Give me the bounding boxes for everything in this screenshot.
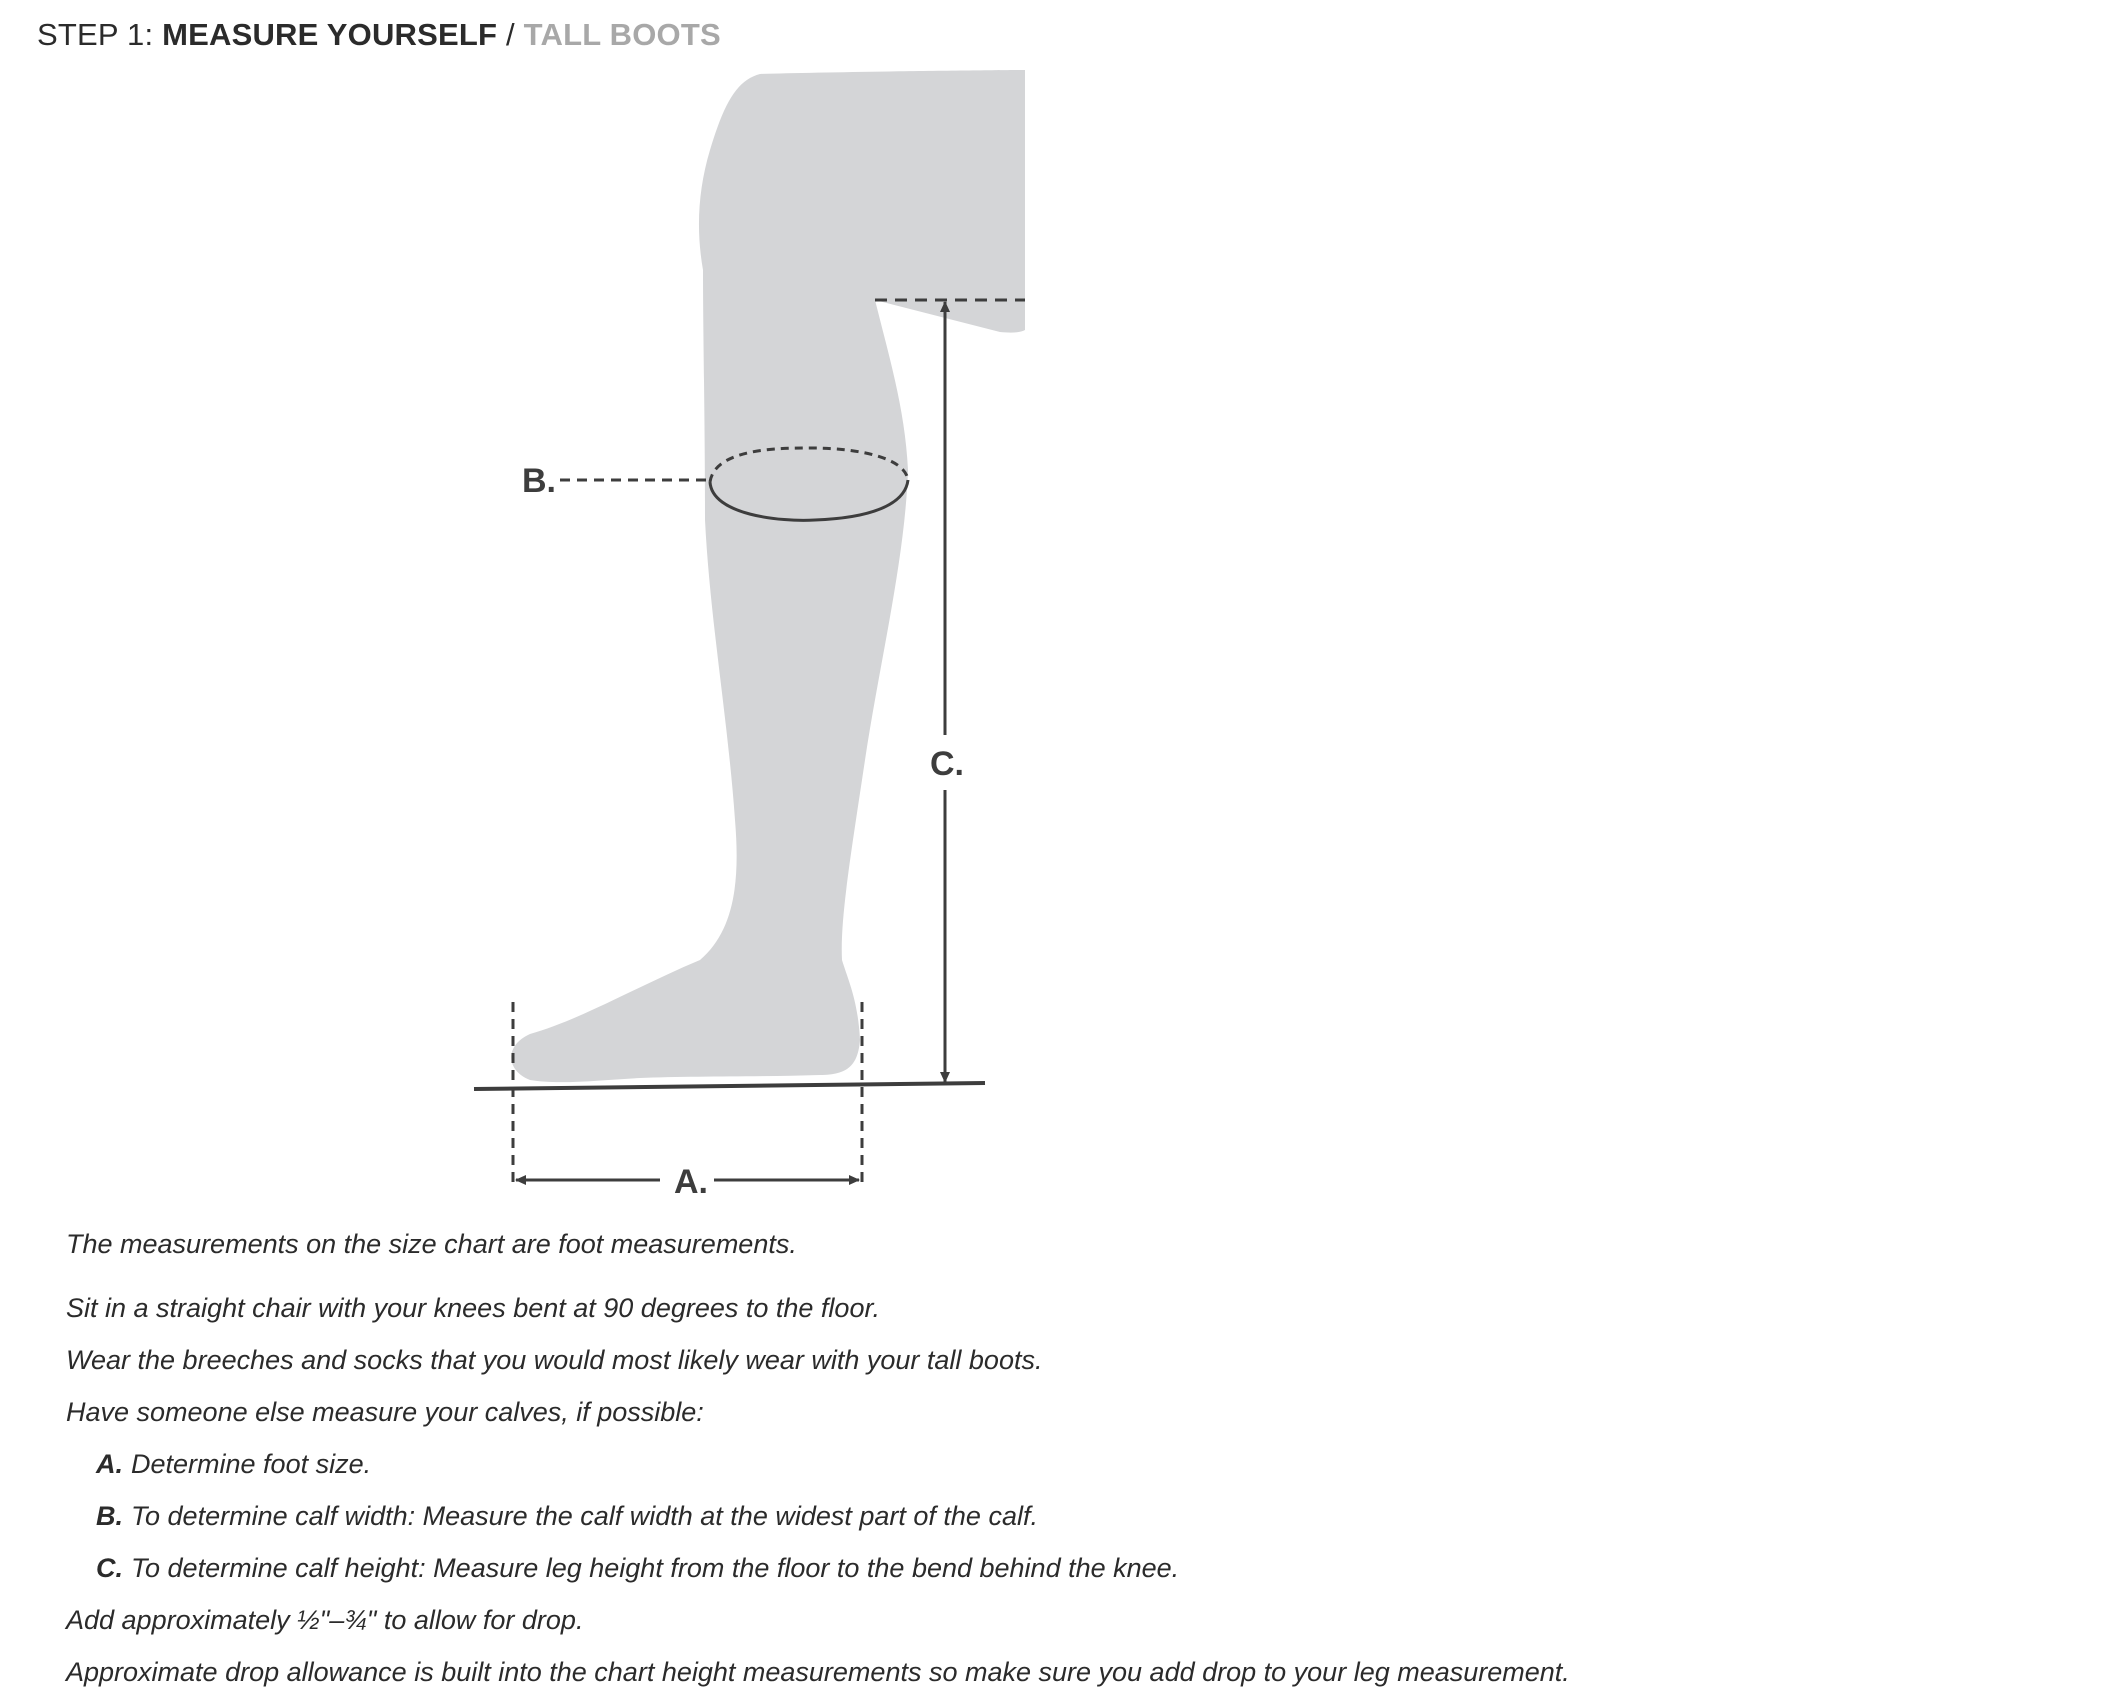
label-a: A. [674,1163,708,1200]
label-c: C. [930,745,964,783]
intro-text: The measurements on the size chart are foot measurements. [66,1229,797,1259]
instruction-line-1: Sit in a straight chair with your knees bent at 90 degrees to the floor. [66,1293,880,1323]
step-a-text: Determine foot size. [131,1449,372,1479]
heading-separator: / [506,17,515,52]
instruction-line-2: Wear the breeches and socks that you would most likely wear with your tall boots. [66,1345,1043,1375]
instruction-line-3: Have someone else measure your calves, if possible: [66,1397,704,1427]
instruction-line-4: Add approximately ½"–¾" to allow for drop. [66,1605,584,1635]
step-a [66,1438,1966,1490]
step-c-text: To determine calf height: Measure leg height from the floor to the bend behind the knee. [131,1553,1180,1583]
heading-subtitle: TALL BOOTS [523,17,721,52]
leg-measurement-diagram [0,0,1100,1200]
step-b [66,1490,1966,1542]
label-b: B. [522,462,556,500]
floor-line [474,1083,985,1089]
measurement-instructions [66,1218,1966,1698]
step-b-text: To determine calf width: Measure the calf width at the widest part of the calf. [131,1501,1038,1531]
step-c-key: C. [96,1553,123,1583]
heading-title: MEASURE YOURSELF [162,17,498,52]
step-a-key: A. [96,1449,123,1479]
leg-silhouette [511,70,1025,1082]
instruction-line-5: Approximate drop allowance is built into the chart height measurements so make sure you add drop to your leg measurement. [66,1657,1570,1687]
step-c [66,1542,1966,1594]
step-label: STEP 1: [37,17,154,52]
step-b-key: B. [96,1501,123,1531]
